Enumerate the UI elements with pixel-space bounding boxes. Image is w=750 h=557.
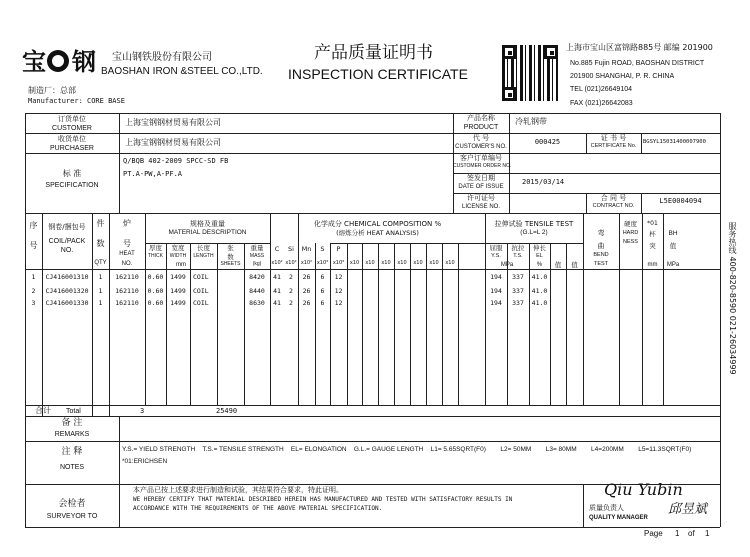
mpa-unit-label: MPa <box>500 262 514 268</box>
tel: TEL (021)26649104 <box>570 86 633 93</box>
signature-en: Qiu Yubin <box>604 480 683 499</box>
mm-unit-label: mm <box>176 262 186 268</box>
title-cn: 产品质量证明书 <box>314 43 433 63</box>
address-cn: 上海市宝山区富锦路885号 邮编 201900 <box>566 43 713 52</box>
service-hotline: 服务热线 400-820-8590 021-26034999 <box>728 222 737 375</box>
certify-statement-cn: 本产品已按上述要求进行制造和试验，其结果符合要求，特此证明。 <box>133 486 343 494</box>
logo-char-gang: 钢 <box>72 47 96 76</box>
certify-statement-en-1: WE HEREBY CERTIFY THAT MATERIAL DESCRIBED HEREIN HAS MANUFACTURED AND TESTED WITH SATISFACTORY RESULTS IN <box>133 496 513 503</box>
company-name-en: BAOSHAN IRON &STEEL CO.,LTD. <box>101 66 263 77</box>
notes-abbreviations: Y.S.= YIELD STRENGTH T.S.= TENSILE STRENGTH EL= ELONGATION G.L.= GAUGE LENGTH L1= 5.65SQRT(F0) L2= 50MM L3= 80MM L4=200MM L5=11.3SQRT(F0) <box>122 446 692 453</box>
notes-erichsen: *01:ERICHSEN <box>122 458 168 465</box>
col-value-1-header: 值 <box>554 261 562 269</box>
company-name-cn: 宝山钢铁股份有限公司 <box>112 52 212 63</box>
manufacturer-en: Manufacturer: CORE BASE <box>28 97 125 105</box>
quality-manager-en: QUALITY MANAGER <box>589 515 648 521</box>
specification-line-2: PT.A-PW,A-PF.A <box>123 170 183 178</box>
customer-no-value: 000425 <box>534 138 561 146</box>
issue-date-value: 2015/03/14 <box>522 178 565 186</box>
fax: FAX (021)26642083 <box>570 100 633 107</box>
total-mass: 25490 <box>216 407 238 415</box>
manufacturer-cn: 制造厂：总部 <box>28 86 76 95</box>
customer-value: 上海宝钢钢材贸易有限公司 <box>125 118 221 127</box>
total-label-cn: 合计 <box>35 406 51 415</box>
qr-code-icon <box>502 45 558 101</box>
logo-char-bao: 宝 <box>22 47 46 76</box>
specification-line-1: Q/BQB 402-2009 SPCC-SD FB <box>123 157 229 165</box>
address-en-2: 201900 SHANGHAI, P. R. CHINA <box>570 73 675 80</box>
quality-manager-cn: 质量负责人 <box>589 504 624 512</box>
col-value-2-header: 值 <box>571 261 578 269</box>
total-qty: 3 <box>140 407 145 415</box>
title-en: INSPECTION CERTIFICATE <box>288 66 468 82</box>
address-en-1: No.885 Fujin ROAD, BAOSHAN DISTRICT <box>570 60 705 67</box>
purchaser-value: 上海宝钢钢材贸易有限公司 <box>125 138 221 147</box>
certificate-no-value: BGSYL15031400007900 <box>643 139 706 145</box>
product-value: 冷轧钢带 <box>515 117 547 126</box>
total-label-en: Total <box>66 408 81 415</box>
certify-statement-en-2: ACCORDANCE WITH THE REQUIREMENTS OF THE ABOVE MATERIAL SPECIFICATION. <box>133 505 383 512</box>
contract-no-value: L5E0004094 <box>659 197 702 205</box>
baosteel-logo-icon <box>47 50 69 72</box>
signature-cn: 邱昱斌 <box>668 502 708 517</box>
